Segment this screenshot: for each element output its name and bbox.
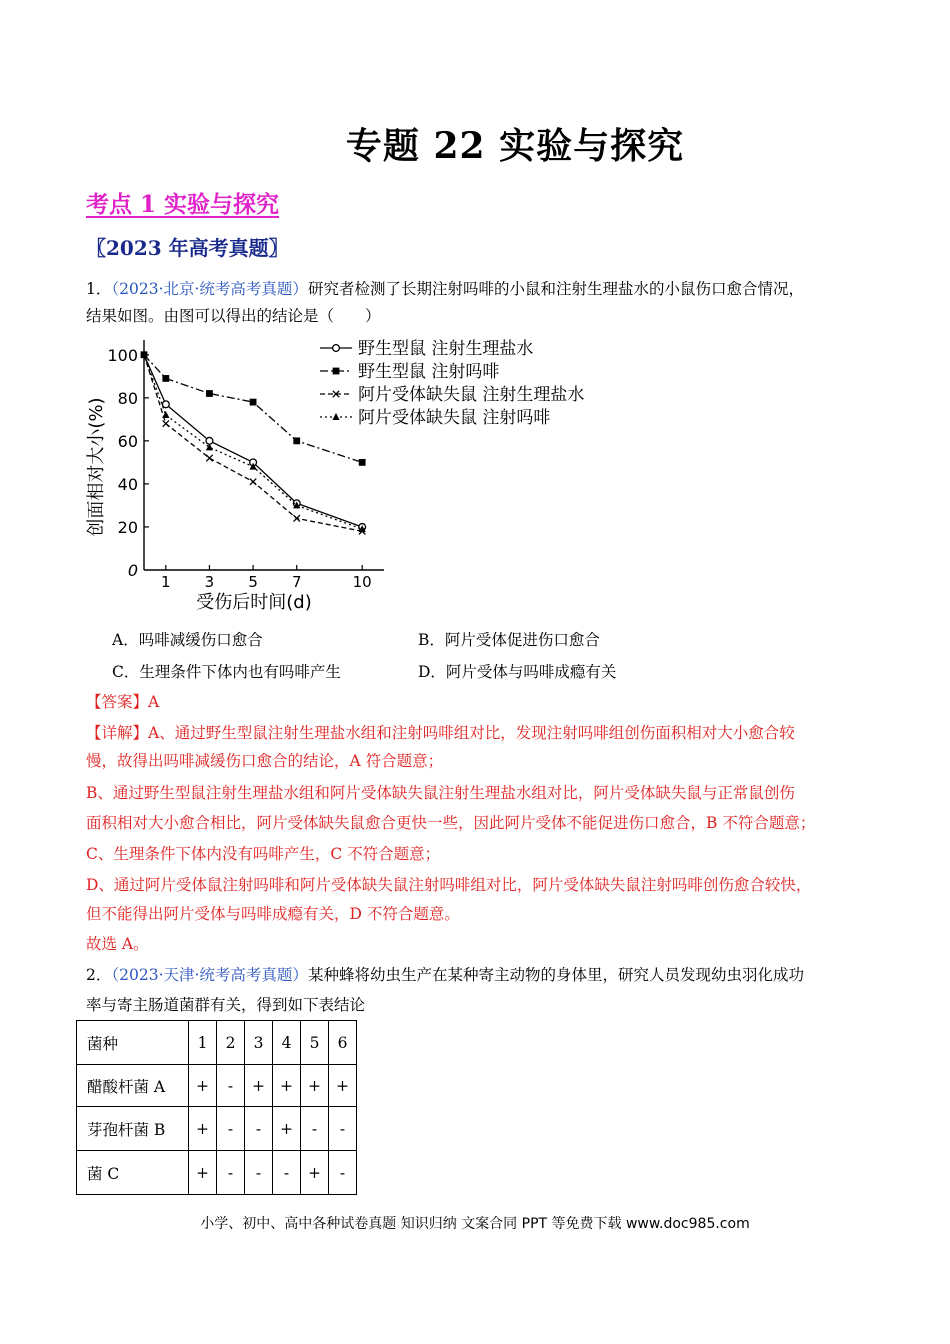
table-cell: + bbox=[329, 1065, 357, 1107]
y-tick-label: 100 bbox=[107, 345, 138, 365]
series-line-1 bbox=[144, 355, 362, 463]
legend-label: 野生型鼠 注射吗啡 bbox=[358, 362, 500, 382]
series-line-3 bbox=[144, 355, 362, 529]
data-point bbox=[206, 443, 213, 450]
chart-axes bbox=[86, 340, 384, 613]
legend-label: 阿片受体缺失鼠 注射生理盐水 bbox=[358, 385, 585, 405]
series-line-2 bbox=[144, 355, 362, 531]
q1-explain-line: 面积相对大小愈合相比，阿片受体缺失鼠愈合更快一些，因此阿片受体不能促进伤口愈合，B 不符合题意； bbox=[86, 814, 816, 832]
chart-series bbox=[141, 351, 366, 534]
table-cell: - bbox=[217, 1151, 245, 1195]
table-cell: + bbox=[189, 1107, 217, 1151]
q1-source: （2023·北京·统考高考真题） bbox=[111, 280, 308, 298]
table-cell: - bbox=[245, 1151, 273, 1195]
q1-stem-line1 bbox=[86, 279, 804, 299]
table-cell: - bbox=[329, 1107, 357, 1151]
y-tick-label: 20 bbox=[117, 517, 138, 537]
q1-option-b: B．阿片受体促进伤口愈合 bbox=[418, 631, 600, 649]
y-axis-label: 创面相对大小(%) bbox=[86, 397, 107, 537]
table-cell: - bbox=[217, 1065, 245, 1107]
data-point bbox=[250, 399, 257, 406]
q2-number: 2． bbox=[86, 966, 112, 984]
data-point bbox=[206, 390, 213, 397]
year-heading: 〖2023 年高考真题〗 bbox=[86, 236, 289, 260]
table-row bbox=[77, 1065, 357, 1107]
table-cell: + bbox=[301, 1065, 329, 1107]
q2-stem: 某种蜂将幼虫生产在某种寄主动物的身体里，研究人员发现幼虫羽化成功 bbox=[307, 966, 804, 984]
data-point bbox=[141, 351, 148, 358]
table-header-row bbox=[77, 1021, 357, 1065]
page-footer: 小学、初中、高中各种试卷真题 知识归纳 文案合同 PPT 等免费下载 www.doc985.com bbox=[200, 1216, 750, 1232]
table-cell: + bbox=[189, 1065, 217, 1107]
table-cell: + bbox=[245, 1065, 273, 1107]
table-cell: - bbox=[329, 1151, 357, 1195]
x-axis-label: 受伤后时间(d) bbox=[196, 592, 312, 613]
series-line-0 bbox=[144, 355, 362, 527]
q1-number: 1． bbox=[86, 280, 112, 298]
table-cell: - bbox=[245, 1107, 273, 1151]
wound-healing-line-chart bbox=[82, 330, 642, 616]
table-row bbox=[77, 1151, 357, 1195]
table-cell: - bbox=[217, 1107, 245, 1151]
table-header-cell: 2 bbox=[217, 1021, 245, 1065]
legend-label: 野生型鼠 注射生理盐水 bbox=[358, 339, 534, 359]
table-header-cell: 3 bbox=[245, 1021, 273, 1065]
legend-label: 阿片受体缺失鼠 注射吗啡 bbox=[358, 408, 551, 428]
q2-stem-line1 bbox=[86, 965, 804, 985]
q2-stem-line2: 率与寄主肠道菌群有关，得到如下表结论 bbox=[86, 996, 366, 1014]
q1-stem-line2: 结果如图。由图可以得出的结论是（ ） bbox=[86, 307, 381, 325]
table-cell: 醋酸杆菌 A bbox=[77, 1065, 189, 1107]
table-row bbox=[77, 1107, 357, 1151]
q1-option-a: A．吗啡减缓伤口愈合 bbox=[112, 631, 263, 649]
table-cell: 芽孢杆菌 B bbox=[77, 1107, 189, 1151]
x-tick-label: 1 bbox=[161, 573, 171, 591]
q1-explain-line: C、生理条件下体内没有吗啡产生，C 不符合题意； bbox=[86, 845, 441, 863]
y-tick-label: 60 bbox=[117, 431, 138, 451]
q1-answer: 【答案】A bbox=[86, 693, 160, 711]
table-header-cell: 菌种 bbox=[77, 1021, 189, 1065]
q1-explain-line: B、通过野生型鼠注射生理盐水组和阿片受体缺失鼠注射生理盐水组对比，阿片受体缺失鼠与正常鼠创伤 bbox=[86, 784, 795, 802]
chart-legend bbox=[320, 339, 584, 428]
q1-option-c: C．生理条件下体内也有吗啡产生 bbox=[112, 663, 341, 681]
legend-marker bbox=[332, 413, 339, 420]
y-tick-label: 40 bbox=[117, 474, 138, 494]
legend-marker bbox=[333, 368, 340, 375]
page-title: 专题 22 实验与探究 bbox=[345, 125, 685, 167]
x-tick-label: 10 bbox=[352, 573, 372, 591]
q1-explain-line: 【详解】A、通过野生型鼠注射生理盐水组和注射吗啡组对比，发现注射吗啡组创伤面积相对大小愈合较 bbox=[86, 724, 795, 742]
table-cell: + bbox=[273, 1107, 301, 1151]
table-cell: + bbox=[189, 1151, 217, 1195]
q1-option-d: D．阿片受体与吗啡成瘾有关 bbox=[418, 663, 617, 681]
legend-marker bbox=[333, 345, 340, 352]
q1-stem: 研究者检测了长期注射吗啡的小鼠和注射生理盐水的小鼠伤口愈合情况， bbox=[307, 280, 804, 298]
table-cell: + bbox=[273, 1065, 301, 1107]
y-tick-label: 80 bbox=[117, 388, 138, 408]
table-header-cell: 4 bbox=[273, 1021, 301, 1065]
y-tick-label: 0 bbox=[127, 561, 138, 580]
x-tick-label: 5 bbox=[248, 573, 258, 591]
table-header-cell: 5 bbox=[301, 1021, 329, 1065]
q1-explain-line: D、通过阿片受体鼠注射吗啡和阿片受体缺失鼠注射吗啡组对比，阿片受体缺失鼠注射吗啡创伤愈合较快， bbox=[86, 876, 812, 894]
table-header-cell: 6 bbox=[329, 1021, 357, 1065]
data-point bbox=[206, 437, 213, 444]
data-point bbox=[293, 437, 300, 444]
bacteria-table bbox=[76, 1020, 357, 1195]
q1-conclusion: 故选 A。 bbox=[86, 935, 149, 953]
x-tick-label: 3 bbox=[204, 573, 215, 591]
table-cell: - bbox=[301, 1107, 329, 1151]
section-heading: 考点 1 实验与探究 bbox=[86, 191, 280, 218]
data-point bbox=[206, 455, 212, 461]
table-cell: + bbox=[301, 1151, 329, 1195]
table-cell: - bbox=[273, 1151, 301, 1195]
data-point bbox=[162, 411, 169, 418]
table-header-cell: 1 bbox=[189, 1021, 217, 1065]
q1-explain-line: 但不能得出阿片受体与吗啡成瘾有关，D 不符合题意。 bbox=[86, 905, 460, 923]
data-point bbox=[359, 459, 366, 466]
data-point bbox=[162, 375, 169, 382]
data-point bbox=[163, 420, 169, 426]
q2-source: （2023·天津·统考高考真题） bbox=[111, 966, 308, 984]
x-tick-label: 7 bbox=[291, 573, 302, 591]
data-point bbox=[250, 479, 256, 485]
q1-explain-line: 慢，故得出吗啡减缓伤口愈合的结论，A 符合题意； bbox=[86, 752, 444, 770]
table-cell: 菌 C bbox=[77, 1151, 189, 1195]
